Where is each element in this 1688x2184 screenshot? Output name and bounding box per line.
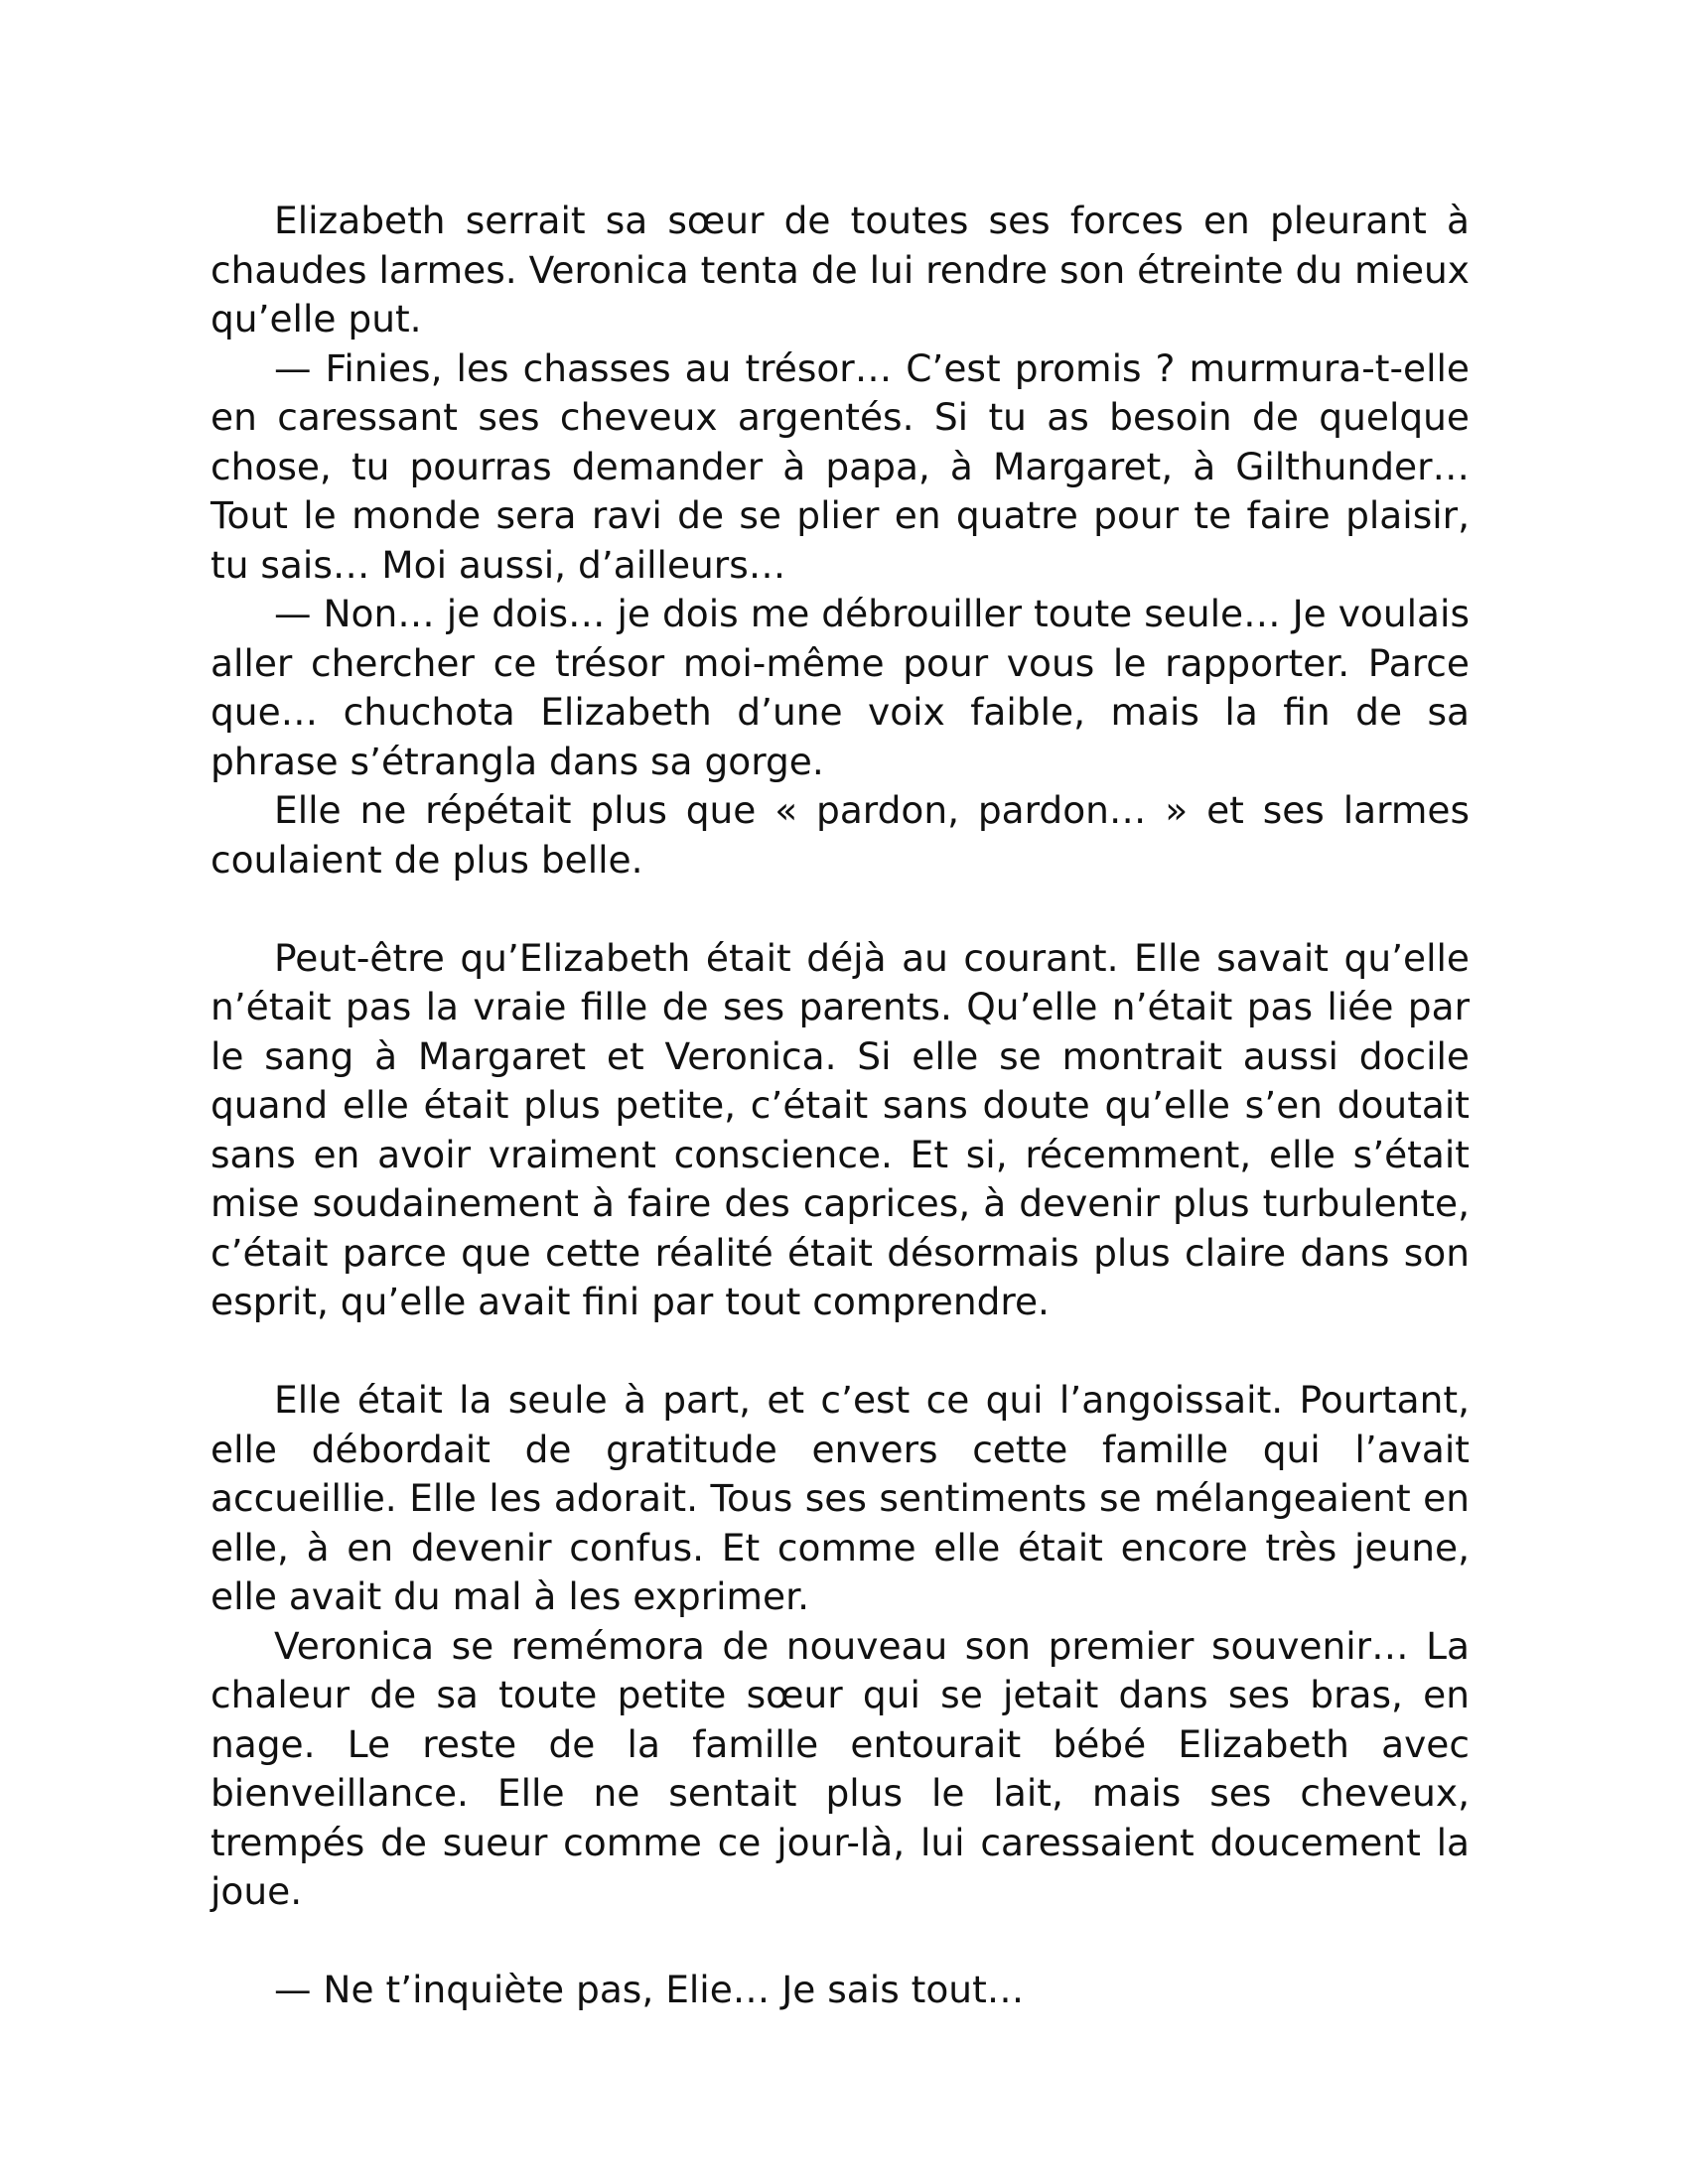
paragraph-3: — Non… je dois… je dois me débrouiller toute seule… Je voulais aller chercher ce trésor moi-même pour vous le rapporter. Parce que… chuchota Elizabeth d’une voix faible, mais la fin de sa phrase s’étrangla dans sa gorge. [211, 592, 1470, 783]
paragraph-1: Elizabeth serrait sa sœur de toutes ses forces en pleurant à chaudes larmes. Veronica tenta de lui rendre son étreinte du mieux qu’elle put. [211, 199, 1470, 341]
paragraph-5: Peut-être qu’Elizabeth était déjà au courant. Elle savait qu’elle n’était pas la vraie fille de ses parents. Qu’elle n’était pas liée par le sang à Margaret et Veronica. Si elle se montrait aussi docile quand elle était plus petite, c’était sans doute qu’elle s’en doutait sans en avoir vraiment conscience. Et si, récemment, elle s’était mise soudainement à faire des caprices, à devenir plus turbulente, c’était parce que cette réalité était désormais plus claire dans son esprit, qu’elle avait fini par tout comprendre. [211, 935, 1470, 1323]
paragraph-2: — Finies, les chasses au trésor… C’est promis ? murmura-t-elle en caressant ses cheveux argentés. Si tu as besoin de quelque chose, tu pourras demander à papa, à Margaret, à Gilthunder… Tout le monde sera ravi de se plier en quatre pour te faire plaisir, tu sais… Moi aussi, d’ailleurs… [211, 345, 1470, 587]
paragraph-7: Veronica se remémora de nouveau son premier souvenir… La chaleur de sa toute petite sœur qui se jetait dans ses bras, en nage. Le reste de la famille entourait bébé Elizabeth avec bienveillance. Elle ne sentait plus le lait, mais ses cheveux, trempés de sueur comme ce jour-là, lui caressaient doucement la joue. [211, 1623, 1470, 1913]
paragraph-8: — Ne t’inquiète pas, Elie… Je sais tout… [274, 1968, 1025, 2011]
paragraph-6: Elle était la seule à part, et c’est ce qui l’angoissait. Pourtant, elle débordait de gratitude envers cette famille qui l’avait accueillie. Elle les adorait. Tous ses sentiments se mélangeaient en elle, à en devenir confus. Et comme elle était encore très jeune, elle avait du mal à les exprimer. [211, 1378, 1470, 1618]
paragraph-4: Elle ne répétait plus que « pardon, pardon… » et ses larmes coulaient de plus belle. [211, 788, 1470, 882]
document-page [211, 197, 1470, 2015]
section-break [211, 1917, 1470, 1967]
section-break [211, 1327, 1470, 1377]
section-break [211, 885, 1470, 934]
